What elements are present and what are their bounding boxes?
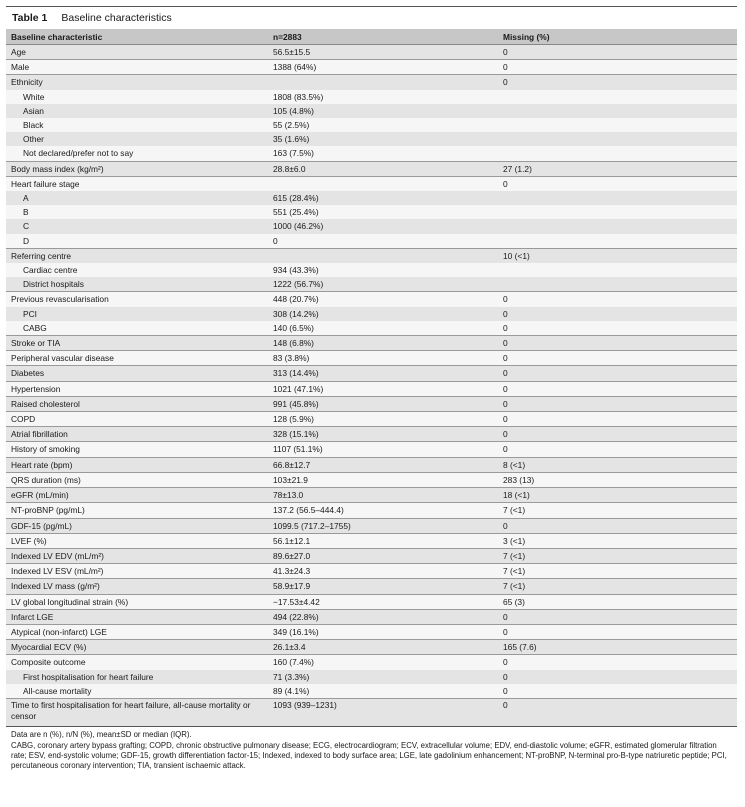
table-footnotes [6, 726, 737, 774]
row-characteristic: Black [6, 118, 268, 132]
table-row [6, 640, 737, 655]
row-characteristic: COPD [6, 412, 268, 427]
row-missing: 0 [498, 45, 737, 60]
row-missing: 3 (<1) [498, 533, 737, 548]
row-value [268, 248, 498, 263]
row-missing: 7 (<1) [498, 579, 737, 594]
table-row [6, 219, 737, 233]
row-value: 328 (15.1%) [268, 427, 498, 442]
row-value: 148 (6.8%) [268, 336, 498, 351]
table-row [6, 670, 737, 684]
row-characteristic: Raised cholesterol [6, 396, 268, 411]
table-row [6, 351, 737, 366]
row-missing: 0 [498, 518, 737, 533]
row-missing: 0 [498, 307, 737, 321]
row-value: 1000 (46.2%) [268, 219, 498, 233]
row-value: 448 (20.7%) [268, 292, 498, 307]
row-missing: 0 [498, 442, 737, 457]
row-characteristic: Male [6, 60, 268, 75]
row-missing: 0 [498, 351, 737, 366]
row-value: 163 (7.5%) [268, 146, 498, 161]
row-missing: 7 (<1) [498, 548, 737, 563]
row-value [268, 176, 498, 191]
row-missing [498, 146, 737, 161]
table-row [6, 564, 737, 579]
row-missing: 0 [498, 75, 737, 90]
row-value: 1093 (939–1231) [268, 698, 498, 726]
row-value: 89.6±27.0 [268, 548, 498, 563]
row-characteristic: CABG [6, 321, 268, 336]
row-missing: 0 [498, 396, 737, 411]
row-characteristic: First hospitalisation for heart failure [6, 670, 268, 684]
row-missing: 0 [498, 427, 737, 442]
row-missing: 27 (1.2) [498, 161, 737, 176]
row-value: 991 (45.8%) [268, 396, 498, 411]
row-characteristic: eGFR (mL/min) [6, 488, 268, 503]
row-value: 1021 (47.1%) [268, 381, 498, 396]
row-characteristic: History of smoking [6, 442, 268, 457]
row-missing: 0 [498, 381, 737, 396]
row-value: 0 [268, 234, 498, 249]
row-missing: 0 [498, 698, 737, 726]
row-characteristic: Indexed LV EDV (mL/m²) [6, 548, 268, 563]
row-missing [498, 132, 737, 146]
row-characteristic: Body mass index (kg/m²) [6, 161, 268, 176]
row-missing: 10 (<1) [498, 248, 737, 263]
row-value: 308 (14.2%) [268, 307, 498, 321]
row-characteristic: LVEF (%) [6, 533, 268, 548]
row-value: 137.2 (56.5–444.4) [268, 503, 498, 518]
row-characteristic: NT-proBNP (pg/mL) [6, 503, 268, 518]
header-missing: Missing (%) [498, 29, 737, 45]
row-characteristic: LV global longitudinal strain (%) [6, 594, 268, 609]
row-value: 55 (2.5%) [268, 118, 498, 132]
row-characteristic: Other [6, 132, 268, 146]
row-missing: 0 [498, 412, 737, 427]
row-value: 56.5±15.5 [268, 45, 498, 60]
row-characteristic: Age [6, 45, 268, 60]
row-characteristic: QRS duration (ms) [6, 472, 268, 487]
table-row [6, 488, 737, 503]
row-missing: 165 (7.6) [498, 640, 737, 655]
row-missing [498, 118, 737, 132]
table-row [6, 381, 737, 396]
table-row [6, 292, 737, 307]
row-value: 551 (25.4%) [268, 205, 498, 219]
row-value: 26.1±3.4 [268, 640, 498, 655]
row-characteristic: Peripheral vascular disease [6, 351, 268, 366]
header-row [6, 29, 737, 45]
row-missing: 7 (<1) [498, 503, 737, 518]
row-characteristic: D [6, 234, 268, 249]
table-row [6, 146, 737, 161]
row-characteristic: Time to first hospitalisation for heart failure, all-cause mortality or censor [6, 698, 268, 726]
table-row [6, 118, 737, 132]
row-missing: 0 [498, 670, 737, 684]
row-missing: 0 [498, 609, 737, 624]
baseline-table [6, 29, 737, 726]
table-row [6, 104, 737, 118]
row-value: 615 (28.4%) [268, 191, 498, 205]
row-characteristic: GDF-15 (pg/mL) [6, 518, 268, 533]
row-missing: 0 [498, 655, 737, 670]
table-row [6, 609, 737, 624]
table-title: Baseline characteristics [61, 12, 172, 24]
table-row [6, 442, 737, 457]
row-missing: 8 (<1) [498, 457, 737, 472]
row-characteristic: Heart rate (bpm) [6, 457, 268, 472]
table-row [6, 427, 737, 442]
row-characteristic: Infarct LGE [6, 609, 268, 624]
row-value: 103±21.9 [268, 472, 498, 487]
row-characteristic: All-cause mortality [6, 684, 268, 699]
table-row [6, 624, 737, 639]
row-missing [498, 234, 737, 249]
table-row [6, 518, 737, 533]
row-value [268, 75, 498, 90]
row-characteristic: District hospitals [6, 277, 268, 292]
row-value: 105 (4.8%) [268, 104, 498, 118]
row-value: 89 (4.1%) [268, 684, 498, 699]
table-caption [6, 6, 737, 29]
row-value: 1107 (51.1%) [268, 442, 498, 457]
table-row [6, 412, 737, 427]
row-value: 313 (14.4%) [268, 366, 498, 381]
footnote-abbreviations: CABG, coronary artery bypass grafting; COPD, chronic obstructive pulmonary disease; ECG, electrocardiogram; ECV, extracellular volume; EDV, end-diastolic volume; eGFR, estimated glomerular filtration rate; ESV, end-systolic volume; GDF-15, growth differentiation factor-15; Indexed, indexed to body surface area; LGE, late gadolinium enhancement; NT-proBNP, N-terminal pro-B-type natriuretic peptide; PCI, percutaneous coronary intervention; TIA, transient ischaemic attack. [11, 740, 727, 770]
table-row [6, 503, 737, 518]
row-missing: 0 [498, 176, 737, 191]
table-number: Table 1 [12, 12, 48, 24]
row-value: 1808 (83.5%) [268, 90, 498, 104]
table-row [6, 594, 737, 609]
row-value: 160 (7.4%) [268, 655, 498, 670]
table-row [6, 45, 737, 60]
row-value: 349 (16.1%) [268, 624, 498, 639]
row-value: 78±13.0 [268, 488, 498, 503]
table-row [6, 60, 737, 75]
table-row [6, 321, 737, 336]
row-missing: 0 [498, 336, 737, 351]
row-missing [498, 205, 737, 219]
row-characteristic: Heart failure stage [6, 176, 268, 191]
row-missing: 0 [498, 684, 737, 699]
table-row [6, 75, 737, 90]
row-value: 71 (3.3%) [268, 670, 498, 684]
row-value: 35 (1.6%) [268, 132, 498, 146]
table-row [6, 234, 737, 249]
table-row [6, 248, 737, 263]
table-row [6, 277, 737, 292]
row-characteristic: Hypertension [6, 381, 268, 396]
table-row [6, 533, 737, 548]
table-row [6, 336, 737, 351]
row-characteristic: Previous revascularisation [6, 292, 268, 307]
row-value: 41.3±24.3 [268, 564, 498, 579]
row-missing: 65 (3) [498, 594, 737, 609]
header-characteristic: Baseline characteristic [6, 29, 268, 45]
row-characteristic: Indexed LV ESV (mL/m²) [6, 564, 268, 579]
row-missing: 18 (<1) [498, 488, 737, 503]
row-characteristic: Composite outcome [6, 655, 268, 670]
table-row [6, 579, 737, 594]
row-missing: 0 [498, 321, 737, 336]
row-value: 1222 (56.7%) [268, 277, 498, 292]
row-value: 128 (5.9%) [268, 412, 498, 427]
row-characteristic: Atrial fibrillation [6, 427, 268, 442]
table-row [6, 655, 737, 670]
row-characteristic: Ethnicity [6, 75, 268, 90]
row-characteristic: A [6, 191, 268, 205]
row-characteristic: Asian [6, 104, 268, 118]
table-row [6, 90, 737, 104]
row-value: 1388 (64%) [268, 60, 498, 75]
row-value: 28.8±6.0 [268, 161, 498, 176]
table-row [6, 205, 737, 219]
row-characteristic: Atypical (non-infarct) LGE [6, 624, 268, 639]
row-value: 140 (6.5%) [268, 321, 498, 336]
row-value: 494 (22.8%) [268, 609, 498, 624]
row-missing [498, 90, 737, 104]
row-characteristic: Stroke or TIA [6, 336, 268, 351]
table-row [6, 684, 737, 699]
row-value: −17.53±4.42 [268, 594, 498, 609]
table-row [6, 176, 737, 191]
row-missing: 0 [498, 366, 737, 381]
row-value: 83 (3.8%) [268, 351, 498, 366]
row-characteristic: PCI [6, 307, 268, 321]
row-value: 66.8±12.7 [268, 457, 498, 472]
row-characteristic: Referring centre [6, 248, 268, 263]
header-n: n=2883 [268, 29, 498, 45]
row-missing [498, 263, 737, 277]
row-characteristic: Myocardial ECV (%) [6, 640, 268, 655]
row-value: 934 (43.3%) [268, 263, 498, 277]
row-value: 58.9±17.9 [268, 579, 498, 594]
row-missing [498, 104, 737, 118]
table-row [6, 161, 737, 176]
table-row [6, 132, 737, 146]
row-value: 1099.5 (717.2–1755) [268, 518, 498, 533]
row-missing: 0 [498, 60, 737, 75]
row-missing: 0 [498, 624, 737, 639]
row-characteristic: White [6, 90, 268, 104]
row-characteristic: Not declared/prefer not to say [6, 146, 268, 161]
row-missing [498, 219, 737, 233]
row-missing: 7 (<1) [498, 564, 737, 579]
row-value: 56.1±12.1 [268, 533, 498, 548]
row-characteristic: B [6, 205, 268, 219]
row-missing [498, 277, 737, 292]
row-characteristic: C [6, 219, 268, 233]
table-row [6, 191, 737, 205]
table-row [6, 457, 737, 472]
row-characteristic: Cardiac centre [6, 263, 268, 277]
row-missing: 0 [498, 292, 737, 307]
footnote-data-format: Data are n (%), n/N (%), mean±SD or median (IQR). [11, 729, 192, 739]
table-row [6, 263, 737, 277]
row-characteristic: Diabetes [6, 366, 268, 381]
row-missing [498, 191, 737, 205]
table-row [6, 396, 737, 411]
table-row [6, 472, 737, 487]
row-missing: 283 (13) [498, 472, 737, 487]
row-characteristic: Indexed LV mass (g/m²) [6, 579, 268, 594]
table-row [6, 698, 737, 726]
table-row [6, 548, 737, 563]
table-figure [6, 6, 737, 774]
table-row [6, 366, 737, 381]
table-row [6, 307, 737, 321]
